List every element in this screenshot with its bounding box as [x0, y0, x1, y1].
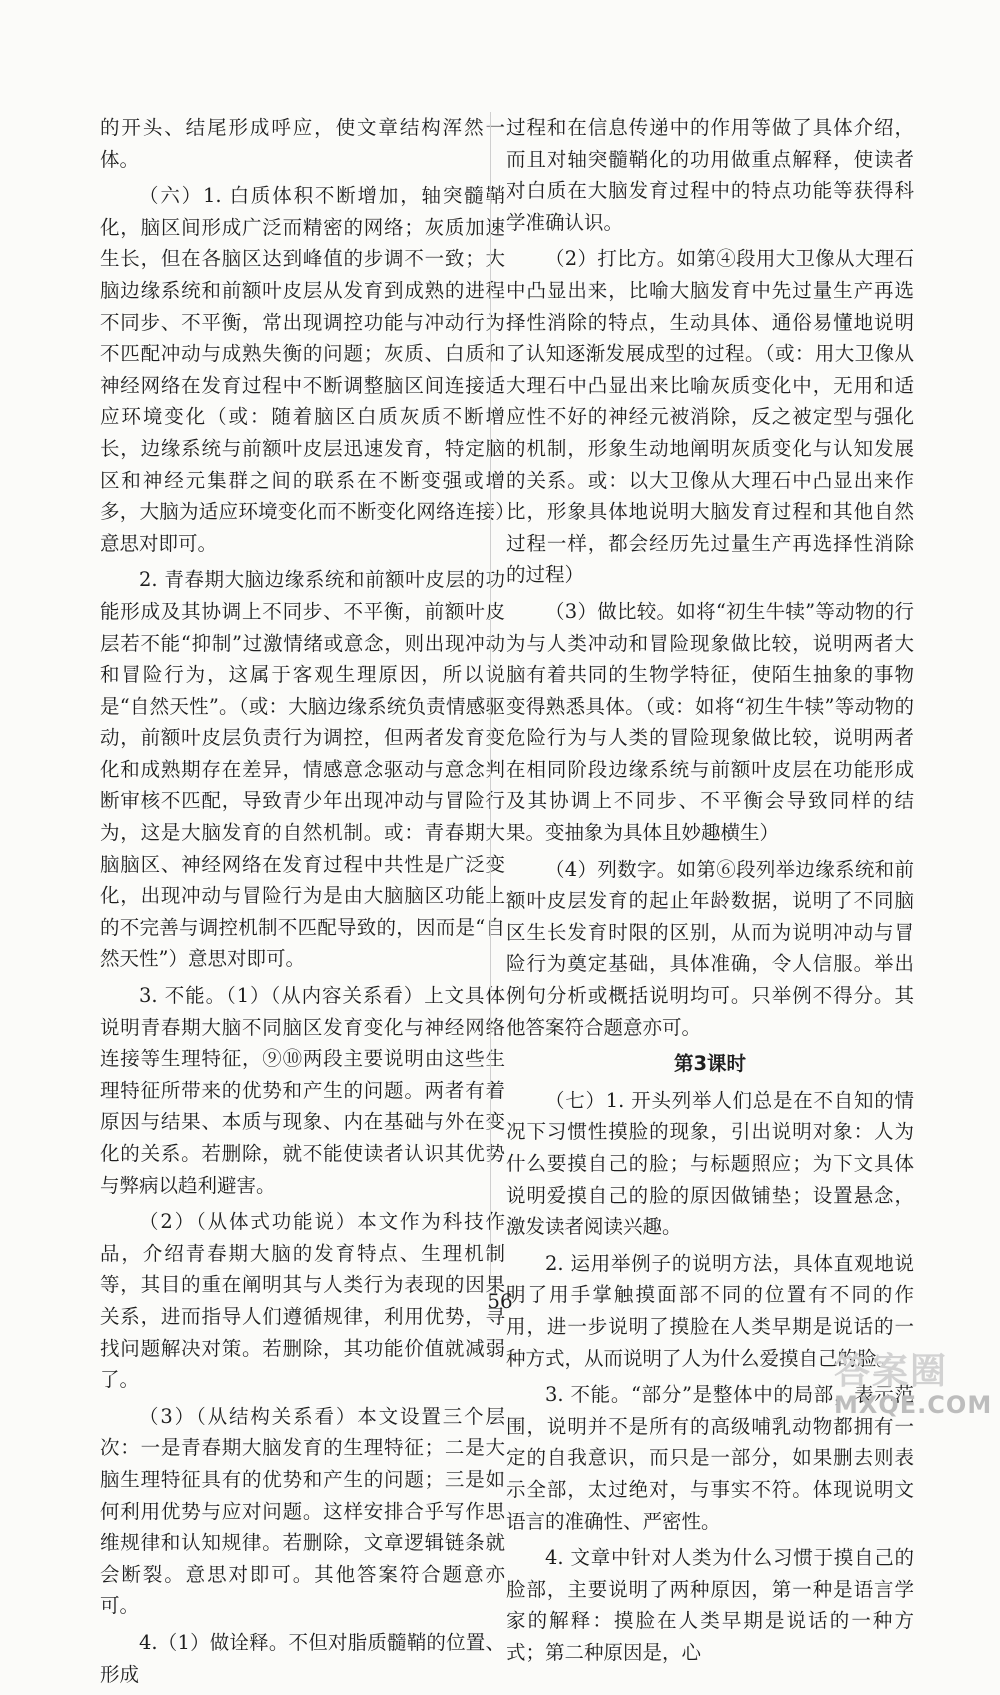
paragraph: 4.（1）做诠释。不但对脂质髓鞘的位置、形成: [100, 1630, 505, 1686]
watermark-logo: [834, 1351, 993, 1419]
paragraph: （七）1. 开头列举人们总是在不自知的情况下习惯性摸脸的现象，引出说明对象：人为什么要摸自己的脸；与标题照应；为下文具体说明爱摸自己的脸的原因做铺垫；设置悬念，激发读者阅读兴趣。: [506, 1088, 914, 1239]
paragraph: 4. 文章中针对人类为什么习惯于摸自己的脸部，主要说明了两种原因，第一种是语言学家的解释：摸脸在人类早期是说话的一种方式；第二种原因是，心: [506, 1546, 914, 1664]
paragraph: 3. 不能。“部分”是整体中的局部，表示范围，说明并不是所有的高级哺乳动物都拥有一定的自我意识，而只是一部分，如果删去则表示全部，太过绝对，与事实不符。体现说明文语言的准确性、严密性。: [506, 1383, 914, 1533]
paragraph: （4）列数字。如第⑥段列举边缘系统和前额叶皮层发育的起止年龄数据，说明了不同脑区生长发育时限的区别，从而为说明冲动与冒险行为奠定基础，具体准确，令人信服。举出例句分析或概括说明均可。只举例不得分。其他答案符合题意亦可。: [506, 857, 914, 1039]
page-number: 56: [487, 1289, 513, 1313]
watermark-url: MXQE.COM: [834, 1391, 993, 1419]
paragraph: （六）1. 白质体积不断增加，轴突髓鞘化，脑区间形成广泛而精密的网络；灰质加速生长，但在各脑区达到峰值的步调不一致；大脑边缘系统和前额叶皮层从发育到成熟的进程不同步、不平衡，常出现调控功能与冲动行为不匹配冲动与成熟失衡的问题；灰质、白质和神经网络在发育过程中不断调整脑区间连接适应环境变化（或：随着脑区白质灰质不断增长，边缘系统与前额叶皮层迅速发育，特定脑区和神经元集群之间的联系在不断变强或增多，大脑为适应环境变化而不断变化网络连接）意思对即可。: [100, 184, 505, 555]
paragraph: 2. 运用举例子的说明方法，具体直观地说明了用手掌触摸面部不同的位置有不同的作用，进一步说明了摸脸在人类早期是说话的一种方式，从而说明了人为什么爱摸自己的脸。: [506, 1251, 914, 1370]
column-divider: [490, 112, 491, 1277]
left-column: [100, 112, 505, 1695]
paragraph: 的开头、结尾形成呼应，使文章结构浑然一体。: [100, 116, 505, 171]
paragraph: （2）打比方。如第④段用大卫像从大理石中凸显出来，比喻大脑发育中先过量生产再选择性消除的特点，生动具体、通俗易懂地说明了认知逐渐发展成型的过程。（或：用大卫像从大理石中凸显出来比喻灰质变化中，无用和适应性不好的神经元被消除，反之被定型与强化的机制，形象生动地阐明灰质变化与认知发展的关系。或：以大卫像从大理石中凸显出来作比，形象具体地说明大脑发育过程和其他自然过程一样，都会经历先过量生产再选择性消除的过程）: [506, 247, 914, 587]
paragraph: （2）（从体式功能说）本文作为科技作品，介绍青春期大脑的发育特点、生理机制等，其目的重在阐明其与人类行为表现的因果关系，进而指导人们遵循规律，利用优势，寻找问题解决对策。若删除，其功能价值就减弱了。: [100, 1210, 505, 1392]
right-column: [506, 112, 914, 1674]
paragraph: 过程和在信息传递中的作用等做了具体介绍，而且对轴突髓鞘化的功用做重点解释，使读者对白质在大脑发育过程中的特点功能等获得科学准确认识。: [506, 116, 914, 234]
paragraph: 3. 不能。（1）（从内容关系看）上文具体说明青春期大脑不同脑区发育变化与神经网络连接等生理特征，⑨⑩两段主要说明由这些生理特征所带来的优势和产生的问题。两者有着原因与结果、本质与现象、内在基础与外在变化的关系。若删除，就不能使读者认识其优势与弊病以趋利避害。: [100, 984, 505, 1197]
paragraph: （3）（从结构关系看）本文设置三个层次：一是青春期大脑发育的生理特征；二是大脑生理特征具有的优势和产生的问题；三是如何利用优势与应对问题。这样安排合乎写作思维规律和认知规律。若删除，文章逻辑链条就会断裂。意思对即可。其他答案符合题意亦可。: [100, 1404, 505, 1618]
paragraph: （3）做比较。如将“初生牛犊”等动物的行为与人类冲动和冒险现象做比较，说明两者大脑有着共同的生物学特征，使陌生抽象的事物变得熟悉具体。（或：如将“初生牛犊”等动物的危险行为与人类的冒险现象做比较，说明两者在相同阶段边缘系统与前额叶皮层在功能形成及其协调上不同步、不平衡会导致同样的结果。变抽象为具体且妙趣横生）: [506, 599, 914, 845]
paragraph: 2. 青春期大脑边缘系统和前额叶皮层的功能形成及其协调上不同步、不平衡，前额叶皮层若不能“抑制”过激情绪或意念，则出现冲动和冒险行为，这属于客观生理原因，所以说是“自然天性”。（或：大脑边缘系统负责情感驱动，前额叶皮层负责行为调控，但两者发育变化和成熟期存在差异，情感意念驱动与意念判断审核不匹配，导致青少年出现冲动与冒险行为，这是大脑发育的自然机制。或：青春期大脑脑区、神经网络在发育过程中共性是广泛变化，出现冲动与冒险行为是由大脑脑区功能上的不完善与调控机制不匹配导致的，因而是“自然天性”）意思对即可。: [100, 568, 505, 971]
section-heading: 第3课时: [673, 1052, 747, 1076]
watermark-logo-text: 答案圈: [834, 1351, 949, 1392]
